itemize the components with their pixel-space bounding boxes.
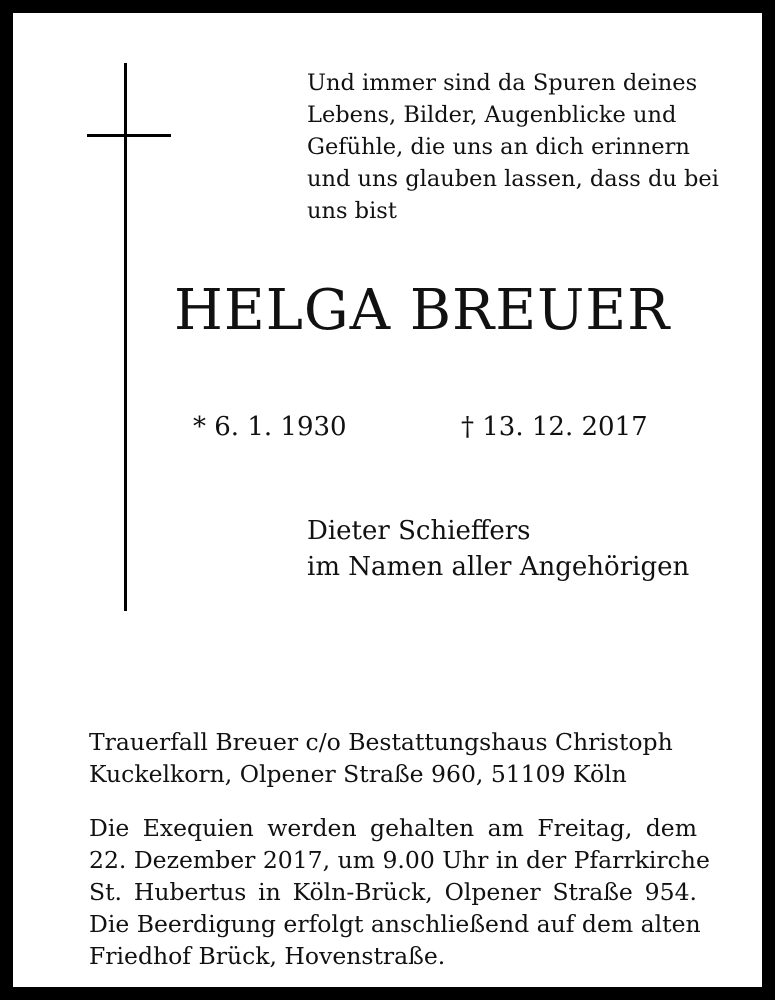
poem-line: und uns glauben lassen, dass du bei [307, 166, 719, 192]
signer-on-behalf: im Namen aller Angehörigen [307, 552, 690, 582]
address-line: Trauerfall Breuer c/o Bestattungshaus Christoph [89, 728, 673, 756]
cross-icon [124, 63, 127, 611]
poem-line: Lebens, Bilder, Augenblicke und [307, 102, 677, 128]
address-line: Kuckelkorn, Olpener Straße 960, 51109 Köln [89, 760, 627, 788]
memorial-poem [307, 67, 719, 227]
poem-line: uns bist [307, 198, 397, 224]
birth-date: * 6. 1. 1930 [193, 412, 347, 442]
poem-line: Gefühle, die uns an dich erinnern [307, 134, 690, 160]
contact-address [89, 726, 704, 790]
service-line: Friedhof Brück, Hovenstraße. [89, 942, 446, 970]
poem-line: Und immer sind da Spuren deines [307, 70, 698, 96]
service-line: Die Exequien werden gehalten am Freitag, dem [89, 814, 697, 842]
service-line: 22. Dezember 2017, um 9.00 Uhr in der Pfarrkirche [89, 846, 710, 874]
service-line: St. Hubertus in Köln-Brück, Olpener Straße 954. [89, 878, 697, 906]
cross-icon-crossbar [87, 134, 171, 137]
death-date: † 13. 12. 2017 [461, 412, 648, 442]
service-details [89, 812, 710, 972]
deceased-name: HELGA BREUER [174, 278, 671, 343]
service-line: Die Beerdigung erfolgt anschließend auf dem alten [89, 910, 701, 938]
signer-name: Dieter Schieffers [307, 516, 531, 546]
signer-block [307, 513, 689, 585]
